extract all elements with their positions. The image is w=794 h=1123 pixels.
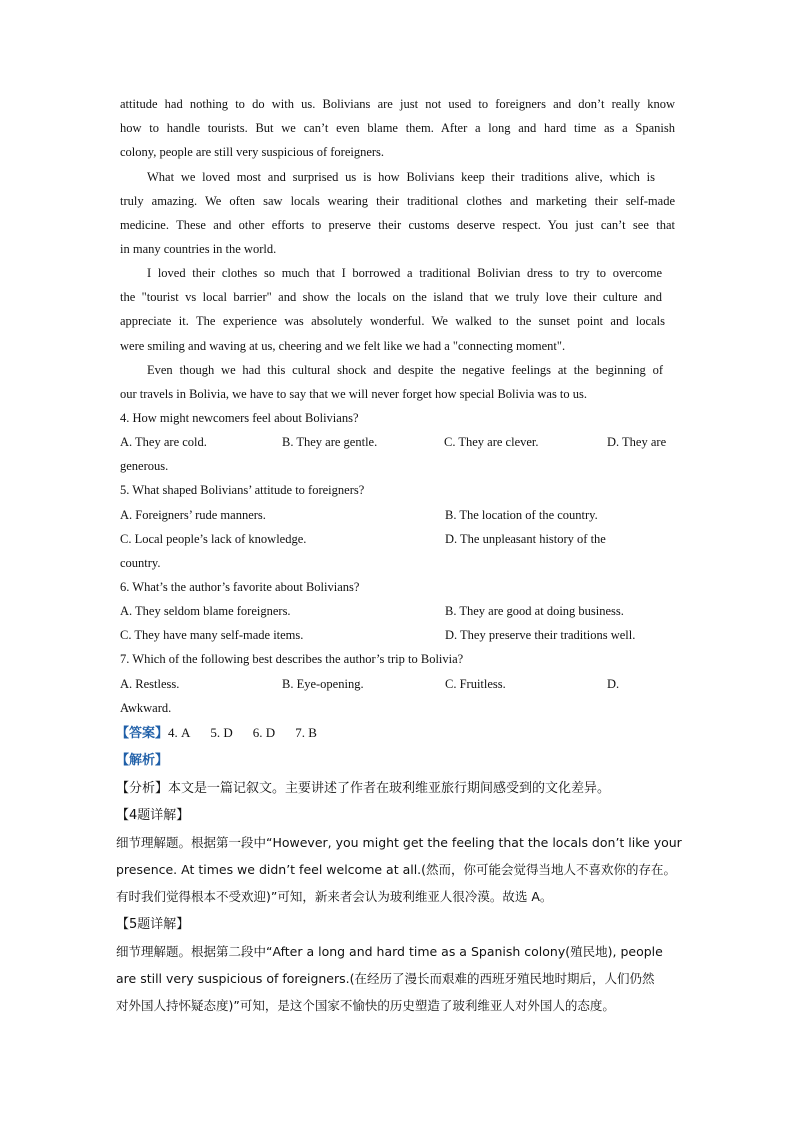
answer-item: 6. D [252, 725, 276, 740]
answer-item: 7. B [295, 725, 317, 740]
q4-detail-line: presence. At times we didn’t feel welcome at all.(然而，你可能会觉得当地人不喜欢你的存在。 [116, 862, 677, 877]
q4-detail-heading: 【4题详解】 [116, 808, 190, 823]
answer-item: 5. D [210, 725, 233, 740]
passage-line: the "tourist vs local barrier" and show the locals on the island that we truly love their culture and [120, 290, 662, 304]
option-c: C. Fruitless. [445, 677, 506, 691]
question-stem: 4. How might newcomers feel about Bolivians? [120, 411, 359, 425]
passage-line: attitude had nothing to do with us. Bolivians are just not used to foreigners and don’t really know [120, 97, 675, 111]
option-d: D. The unpleasant history of the [445, 532, 606, 546]
option-a: A. They are cold. [120, 435, 207, 449]
option-c: C. Local people’s lack of knowledge. [120, 532, 307, 546]
option-d: D. They are [607, 435, 667, 449]
q4-detail-line: 有时我们觉得根本不受欢迎)”可知，新来者会认为玻利维亚人很冷漠。故选 A。 [116, 889, 553, 904]
passage-line: how to handle tourists. But we can’t even blame them. After a long and hard time as a Spanish [120, 121, 675, 135]
question-stem: 7. Which of the following best describes the author’s trip to Bolivia? [120, 652, 464, 666]
analysis-heading: 【解析】 [116, 753, 169, 768]
q5-detail-heading: 【5题详解】 [116, 917, 190, 932]
passage-line: Even though we had this cultural shock and despite the negative feelings at the beginning of [147, 363, 663, 377]
answer-item: 4. A [168, 725, 191, 740]
option-b: B. They are gentle. [282, 435, 378, 449]
passage-line: colony, people are still very suspicious of foreigners. [120, 145, 385, 159]
passage-line: in many countries in the world. [120, 242, 277, 256]
answer-key [116, 724, 337, 742]
passage-line: our travels in Bolivia, we have to say that we will never forget how special Bolivia was to us. [120, 387, 588, 401]
passage-line: What we loved most and surprised us is how Bolivians keep their traditions alive, which is [147, 170, 655, 184]
option-b: B. They are good at doing business. [445, 604, 624, 618]
option-a: A. They seldom blame foreigners. [120, 604, 291, 618]
q5-detail-line: 对外国人持怀疑态度)”可知，是这个国家不愉快的历史塑造了玻利维亚人对外国人的态度。 [116, 998, 615, 1013]
q5-detail-line: 细节理解题。根据第二段中“After a long and hard time as a Spanish colony(殖民地), people [116, 944, 663, 959]
passage-line: truly amazing. We often saw locals wearing their traditional clothes and marketing their self-made [120, 194, 675, 208]
passage-line: I loved their clothes so much that I borrowed a traditional Bolivian dress to try to overcome [147, 266, 662, 280]
q5-detail-line: are still very suspicious of foreigners.(在经历了漫长而艰难的西班牙殖民地时期后，人们仍然 [116, 971, 655, 986]
option-d-overflow: generous. [120, 459, 169, 473]
option-d-overflow: Awkward. [120, 701, 172, 715]
option-d: D. [607, 677, 620, 691]
answer-label: 【答案】 [116, 726, 169, 741]
option-b: B. Eye-opening. [282, 677, 364, 691]
option-a: A. Restless. [120, 677, 180, 691]
passage-line: medicine. These and other efforts to preserve their customs deserve respect. You just can’t see that [120, 218, 675, 232]
summary-text: 本文是一篇记叙文。主要讲述了作者在玻利维亚旅行期间感受到的文化差异。 [168, 781, 611, 796]
passage-line: appreciate it. The experience was absolutely wonderful. We walked to the sunset point and locals [120, 314, 665, 328]
option-c: C. They have many self-made items. [120, 628, 304, 642]
q4-detail-line: 细节理解题。根据第一段中“However, you might get the feeling that the locals don’t like your [116, 835, 682, 850]
question-stem: 5. What shaped Bolivians’ attitude to foreigners? [120, 483, 365, 497]
option-b: B. The location of the country. [445, 508, 598, 522]
option-a: A. Foreigners’ rude manners. [120, 508, 266, 522]
option-d: D. They preserve their traditions well. [445, 628, 636, 642]
option-d-overflow: country. [120, 556, 161, 570]
summary-label: 【分析】 [116, 781, 169, 796]
analysis-summary [116, 780, 610, 797]
question-stem: 6. What’s the author’s favorite about Bolivians? [120, 580, 360, 594]
option-c: C. They are clever. [444, 435, 539, 449]
passage-line: were smiling and waving at us, cheering and we felt like we had a "connecting moment". [120, 339, 566, 353]
